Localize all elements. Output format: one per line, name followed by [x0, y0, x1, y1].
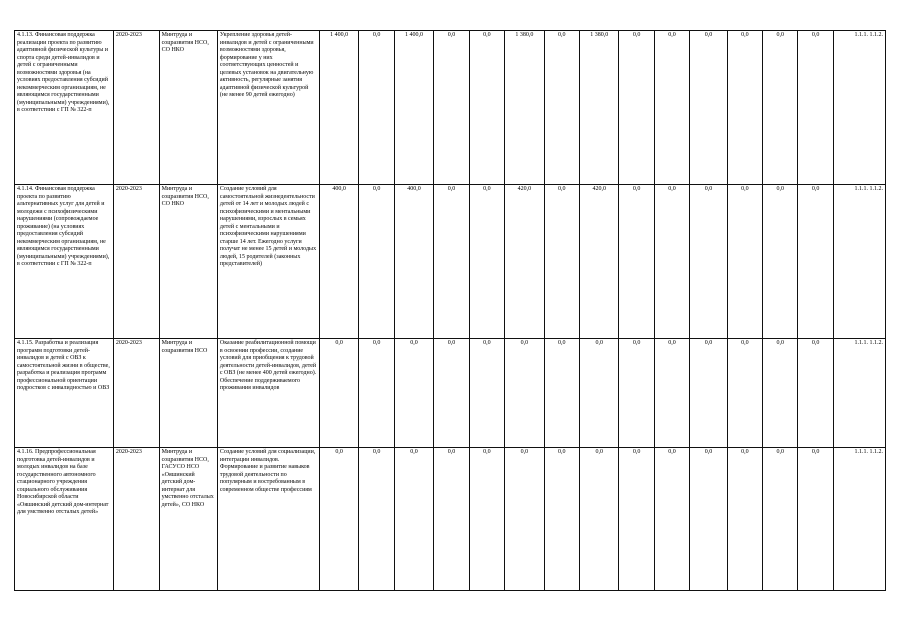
value-cell: 1 380,0: [505, 31, 545, 185]
value-cell: 0,0: [319, 339, 359, 448]
value-cell: 0,0: [619, 185, 654, 339]
value-cell: 0,0: [434, 31, 469, 185]
value-cell: 0,0: [579, 448, 619, 591]
value-cell: 0,0: [690, 339, 727, 448]
value-cell: 0,0: [469, 185, 504, 339]
value-cell: 0,0: [763, 448, 798, 591]
value-cell: 0,0: [690, 448, 727, 591]
period-cell: 2020-2023: [113, 339, 159, 448]
value-cell: 0,0: [434, 185, 469, 339]
value-cell: 0,0: [654, 185, 689, 339]
value-cell: 0,0: [544, 448, 579, 591]
value-cell: 0,0: [319, 448, 359, 591]
executor-cell: Минтруда и соцразвития НСО, СО НКО: [159, 31, 217, 185]
value-cell: 0,0: [763, 339, 798, 448]
indicator-code-cell: 1.1.1. 1.1.2.: [833, 31, 885, 185]
value-cell: 0,0: [505, 448, 545, 591]
activity-name-cell: 4.1.13. Финансовая поддержка реализации проекта по развитию адаптивной физической культуры и спорта среди детей-инвалидов и детей с ограниченными возможностями здоровья (на условиях предоставления субсидий некоммерческим организациям, не являющимся государственными (муниципальными) учреждениями), в соответствии с ГП № 322-п: [15, 31, 114, 185]
value-cell: 0,0: [469, 339, 504, 448]
executor-cell: Минтруда и соцразвития НСО, ГАСУСО НСО «Ояшинский детский дом-интернат для умственно отсталых детей», СО НКО: [159, 448, 217, 591]
value-cell: 0,0: [469, 448, 504, 591]
expected-result-cell: Создание условий для самостоятельной жизнедеятельности детей от 14 лет и молодых людей с психофизическими и ментальными нарушениями, взрослых в семьях детей с ментальными и психофизическими нарушениями старше 14 лет. Ежегодно услуги получат не менее 15 детей и молодых людей, 15 родителей (законных представителей): [217, 185, 319, 339]
value-cell: 0,0: [434, 339, 469, 448]
indicator-code-cell: 1.1.1. 1.1.2.: [833, 339, 885, 448]
activity-name-cell: 4.1.15. Разработка и реализация программ подготовки детей-инвалидов и детей с ОВЗ к самостоятельной жизни в обществе, разработка и реализация программ профессиональной ориентации подростков с инвалидностью и ОВЗ: [15, 339, 114, 448]
value-cell: 1 380,0: [579, 31, 619, 185]
value-cell: 0,0: [763, 31, 798, 185]
value-cell: 0,0: [798, 448, 833, 591]
value-cell: 0,0: [544, 31, 579, 185]
value-cell: 0,0: [394, 339, 434, 448]
table-row: [15, 448, 886, 591]
value-cell: 0,0: [579, 339, 619, 448]
value-cell: 0,0: [359, 339, 394, 448]
value-cell: 0,0: [359, 185, 394, 339]
value-cell: 0,0: [505, 339, 545, 448]
value-cell: 0,0: [619, 448, 654, 591]
activity-name-cell: 4.1.16. Предпрофессиональная подготовка детей-инвалидов и молодых инвалидов на базе государственного автономного стационарного учреждения социального обслуживания Новосибирской области «Ояшинский детский дом-интернат для умственно отсталых детей»: [15, 448, 114, 591]
value-cell: 0,0: [727, 185, 762, 339]
table-row: [15, 185, 886, 339]
value-cell: 0,0: [544, 185, 579, 339]
value-cell: 0,0: [798, 31, 833, 185]
value-cell: 0,0: [394, 448, 434, 591]
value-cell: 0,0: [434, 448, 469, 591]
activity-name-cell: 4.1.14. Финансовая поддержка проекта по развитию альтернативных услуг для детей и молодежи с психофизическими нарушениями (сопровождаемое проживание) (на условиях предоставления субсидий некоммерческим организациям, не являющимся государственными (муниципальными) учреждениями), в соответствии с ГП № 322-п: [15, 185, 114, 339]
value-cell: 0,0: [727, 339, 762, 448]
period-cell: 2020-2023: [113, 185, 159, 339]
indicator-code-cell: 1.1.1. 1.1.2.: [833, 448, 885, 591]
value-cell: 0,0: [654, 339, 689, 448]
value-cell: 0,0: [359, 31, 394, 185]
value-cell: 400,0: [394, 185, 434, 339]
value-cell: 0,0: [690, 185, 727, 339]
program-activities-table: [14, 30, 886, 591]
executor-cell: Минтруда и соцразвития НСО, СО НКО: [159, 185, 217, 339]
value-cell: 0,0: [654, 448, 689, 591]
value-cell: 0,0: [727, 448, 762, 591]
expected-result-cell: Создание условий для социализации, интеграции инвалидов. Формирование и развитие навыков трудовой деятельности по популярным и востребованным в современном обществе профессиям: [217, 448, 319, 591]
table-row: [15, 339, 886, 448]
value-cell: 0,0: [544, 339, 579, 448]
value-cell: 0,0: [798, 339, 833, 448]
value-cell: 0,0: [469, 31, 504, 185]
executor-cell: Минтруда и соцразвития НСО: [159, 339, 217, 448]
value-cell: 0,0: [690, 31, 727, 185]
value-cell: 0,0: [798, 185, 833, 339]
value-cell: 0,0: [727, 31, 762, 185]
period-cell: 2020-2023: [113, 448, 159, 591]
value-cell: 1 400,0: [319, 31, 359, 185]
expected-result-cell: Укрепление здоровья детей-инвалидов и детей с ограниченными возможностями здоровья, формирование у них соответствующих ценностей и целевых установок на двигательную активность, регулярные занятия адаптивной физической культурой (не менее 90 детей ежегодно): [217, 31, 319, 185]
value-cell: 420,0: [505, 185, 545, 339]
value-cell: 420,0: [579, 185, 619, 339]
table-row: [15, 31, 886, 185]
value-cell: 400,0: [319, 185, 359, 339]
value-cell: 1 400,0: [394, 31, 434, 185]
expected-result-cell: Оказание реабилитационной помощи в освоении профессии, создание условий для приобщения к трудовой деятельности детей-инвалидов, детей с ОВЗ (не менее 400 детей ежегодно). Обеспечение поддерживаемого проживания инвалидов: [217, 339, 319, 448]
indicator-code-cell: 1.1.1. 1.1.2.: [833, 185, 885, 339]
value-cell: 0,0: [654, 31, 689, 185]
value-cell: 0,0: [763, 185, 798, 339]
value-cell: 0,0: [619, 31, 654, 185]
period-cell: 2020-2023: [113, 31, 159, 185]
value-cell: 0,0: [619, 339, 654, 448]
value-cell: 0,0: [359, 448, 394, 591]
